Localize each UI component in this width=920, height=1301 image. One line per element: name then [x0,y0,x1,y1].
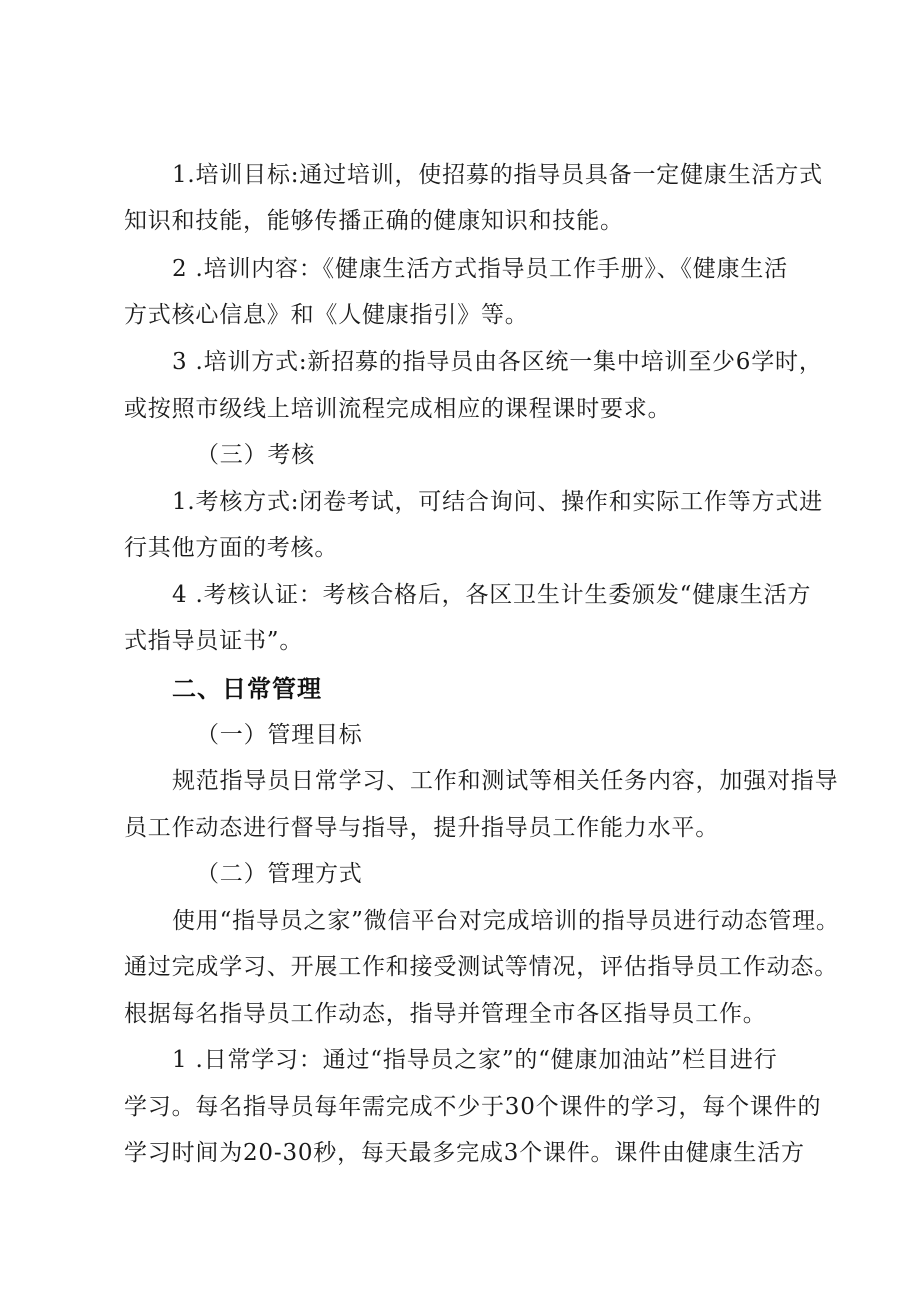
management-method-heading: （二）管理方式 [196,861,363,887]
management-method-line-3: 根据每名指导员工作动态，指导并管理全市各区指导员工作。 [124,1001,767,1027]
management-method-line-2: 通过完成学习、开展工作和接受测试等情况，评估指导员工作动态。 [124,954,838,980]
daily-study-line-3: 学习时间为20-30秒，每天最多完成3个课件。课件由健康生活方 [124,1140,805,1166]
section-assessment-heading: （三）考核 [196,442,315,468]
training-method-line-2: 或按照市级线上培训流程完成相应的课程课时要求。 [124,396,672,422]
training-content-line-2: 方式核心信息》和《人健康指引》等。 [124,302,529,328]
management-goal-heading: （一）管理目标 [196,722,363,748]
assessment-cert-line-1: 4 .考核认证：考核合格后，各区卫生计生委颁发“健康生活方 [172,582,812,608]
management-goal-line-1: 规范指导员日常学习、工作和测试等相关任务内容，加强对指导 [172,768,839,794]
assessment-cert-line-2: 式指导员证书”。 [124,628,304,654]
daily-study-line-2: 学习。每名指导员每年需完成不少于30个课件的学习，每个课件的 [124,1094,822,1120]
assessment-method-line-2: 行其他方面的考核。 [124,535,339,561]
section-daily-management-title: 二、日常管理 [172,675,322,703]
assessment-method-line-1: 1.考核方式:闭卷考试，可结合询问、操作和实际工作等方式进 [172,489,823,515]
management-method-line-1: 使用“指导员之家”微信平台对完成培训的指导员进行动态管理。 [172,908,840,934]
training-goal-line-2: 知识和技能，能够传播正确的健康知识和技能。 [124,208,624,234]
daily-study-line-1: 1 .日常学习：通过“指导员之家”的“健康加油站”栏目进行 [172,1047,778,1073]
management-goal-line-2: 员工作动态进行督导与指导，提升指导员工作能力水平。 [124,815,719,841]
training-content-line-1: 2 .培训内容：《健康生活方式指导员工作手册》、《健康生活 [172,256,788,282]
training-method-line-1: 3 .培训方式:新招募的指导员由各区统一集中培训至少6学时， [172,349,823,375]
training-goal-line-1: 1.培训目标:通过培训，使招募的指导员具备一定健康生活方式 [172,162,823,188]
